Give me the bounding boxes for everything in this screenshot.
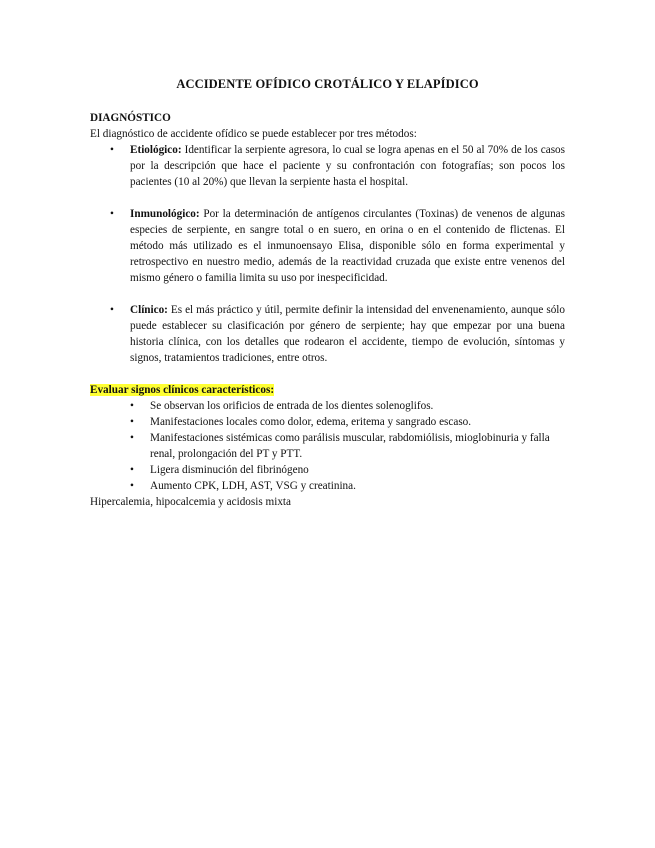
method-label: Clínico:	[130, 304, 168, 316]
signos-section	[90, 382, 565, 510]
bullet-icon: •	[130, 400, 134, 412]
bullet-icon: •	[130, 416, 134, 428]
method-text: Identificar la serpiente agresora, lo cual se logra apenas en el 50 al 70% de los casos por la descripción que hace el paciente y su confrontación con fotografías; son pocos los pacientes (10 al 20%) que llevan la serpiente hasta el hospital.	[130, 144, 565, 188]
diagnostico-intro: El diagnóstico de accidente ofídico se puede establecer por tres métodos:	[90, 128, 417, 140]
list-item	[90, 430, 565, 462]
sign-text: Manifestaciones locales como dolor, edema, eritema y sangrado escaso.	[150, 416, 472, 428]
bullet-icon: •	[130, 432, 134, 444]
methods-list	[90, 142, 565, 366]
section-heading-signos	[90, 382, 565, 398]
closing-line: Hipercalemia, hipocalcemia y acidosis mixta	[90, 496, 291, 508]
list-item	[90, 302, 565, 366]
signs-list	[90, 398, 565, 494]
section-heading-diagnostico: DIAGNÓSTICO	[90, 112, 171, 124]
bullet-icon: •	[130, 464, 134, 476]
method-text: Por la determinación de antígenos circulantes (Toxinas) de venenos de algunas especies de serpiente, en sangre total o en suero, en orina o en el contenido de flictenas. El método más utilizado es el inmunoensayo Elisa, disponible sólo en forma experimental y retrospectivo en nuestro medio, además de la reactividad cruzada que existe entre venenos del mismo género o familia limita su uso por inespecificidad.	[130, 208, 565, 284]
document-body	[90, 110, 565, 510]
bullet-icon: •	[110, 144, 114, 156]
sign-text: Aumento CPK, LDH, AST, VSG y creatinina.	[150, 480, 356, 492]
list-item	[90, 414, 565, 430]
list-item	[90, 206, 565, 286]
method-text: Es el más práctico y útil, permite definir la intensidad del envenenamiento, aunque sólo puede establecer su clasificación por género de serpiente; hay que empezar por una buena historia clínica, con los detalles que rodearon el accidente, tiempo de evolución, síntomas y signos, tratamientos tradiciones, entre otros.	[130, 304, 565, 364]
document-title: ACCIDENTE OFÍDICO CROTÁLICO Y ELAPÍDICO	[176, 77, 479, 91]
highlighted-heading: Evaluar signos clínicos característicos:	[90, 384, 275, 396]
method-label: Inmunológico:	[130, 208, 200, 220]
sign-text: Se observan los orificios de entrada de los dientes solenoglifos.	[150, 400, 434, 412]
bullet-icon: •	[130, 480, 134, 492]
list-item	[90, 398, 565, 414]
sign-text: Ligera disminución del fibrinógeno	[150, 464, 309, 476]
sign-text: Manifestaciones sistémicas como parálisis muscular, rabdomiólisis, mioglobinuria y falla renal, prolongación del PT y PTT.	[150, 432, 550, 460]
bullet-icon: •	[110, 304, 114, 316]
method-label: Etiológico:	[130, 144, 182, 156]
bullet-icon: •	[110, 208, 114, 220]
list-item	[90, 478, 565, 494]
list-item	[90, 462, 565, 478]
list-item	[90, 142, 565, 190]
